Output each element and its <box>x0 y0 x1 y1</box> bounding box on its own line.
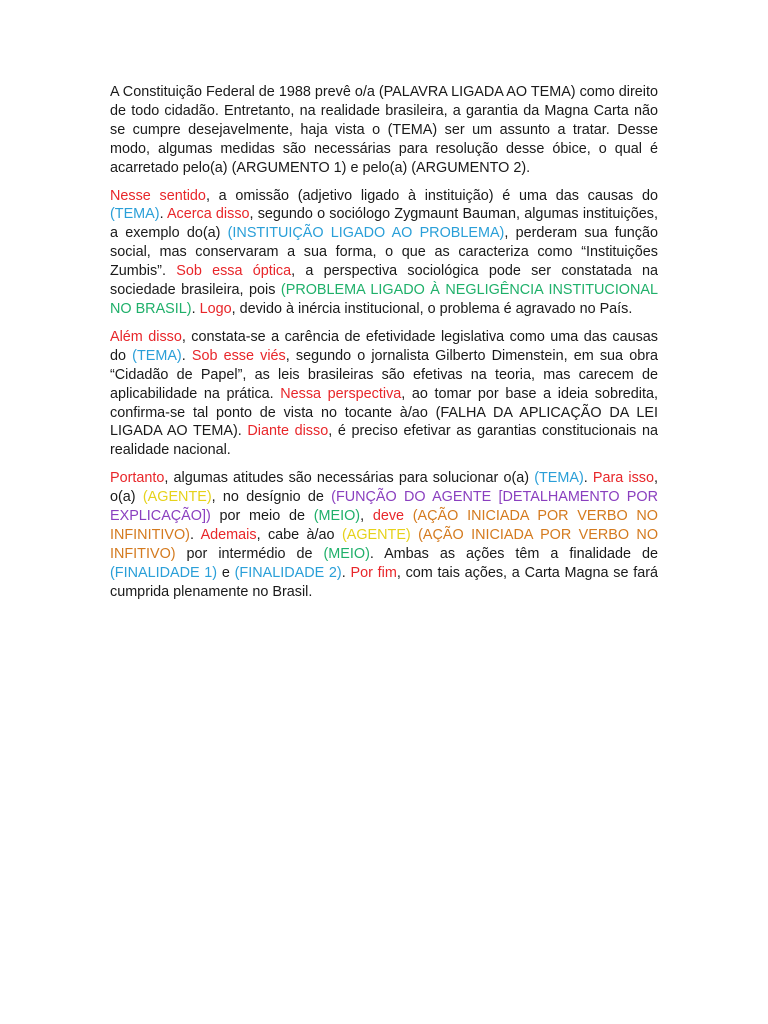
text-segment-black: , perderam sua função social, mas conservaram a sua forma, o que as caracteriza como “Instituições Zumbis”. <box>110 225 662 280</box>
text-segment-black: , ao tomar por base a ideia sobredita, confirma-se tal ponto de vista no tocante à/ao (FALHA DA APLICAÇÃO DA LEI LIGADA AO TEMA). <box>110 385 662 440</box>
text-segment-black: . <box>189 526 201 543</box>
text-segment-black: , segundo o sociólogo Zygmaunt Bauman, algumas instituições, a exemplo do(a) <box>110 206 662 242</box>
text-segment-purple: (FUNÇÃO DO AGENTE [DETALHAMENTO POR EXPLICAÇÃO]) <box>110 489 662 525</box>
text-segment-blue: (INSTITUIÇÃO LIGADO AO PROBLEMA) <box>227 225 505 242</box>
text-segment-black: A Constituição Federal de 1988 prevê o/a (PALAVRA LIGADA AO TEMA) como direito de todo cidadão. Entretanto, na realidade brasileira, a garantia da Magna Carta não se cumpre desejavelmente, haja vista o (TEMA) ser um assunto a tratar. Desse modo, algumas medidas são necessárias para resolução desse óbice, o qual é acarretado pelo(a) (ARGUMENTO 1) e pelo(a) (ARGUMENTO 2). <box>110 84 662 176</box>
text-segment-black: , devido à inércia institucional, o problema é agravado no País. <box>231 300 633 317</box>
text-segment-red: Nessa perspectiva <box>280 385 402 402</box>
text-segment-yellow: (AGENTE) <box>142 489 212 506</box>
essay-paragraph-3 <box>110 328 662 460</box>
text-segment-red: Sob esse viés <box>191 347 286 364</box>
text-segment-orange: (AÇÃO INICIADA POR VERBO NO INFINITIVO) <box>110 508 662 543</box>
text-segment-red: Para isso <box>592 470 654 487</box>
text-segment-red: Ademais <box>200 526 257 543</box>
essay-paragraph-4 <box>110 469 663 601</box>
text-segment-black: , <box>360 508 373 525</box>
text-segment-black: e <box>217 564 235 581</box>
text-segment-black: , o(a) <box>110 470 662 506</box>
text-segment-blue: (TEMA) <box>110 206 160 223</box>
text-segment-red: Diante disso <box>247 423 329 440</box>
text-segment-black: , cabe à/ao <box>256 526 342 543</box>
text-segment-black: por intermédio de <box>175 545 324 562</box>
text-segment-red: Acerca disso <box>166 206 250 223</box>
text-segment-black: , no desígnio de <box>211 489 332 506</box>
text-segment-red: deve <box>372 508 405 525</box>
text-segment-black: , com tais ações, a Carta Magna se fará cumprida plenamente no Brasil. <box>110 564 663 600</box>
document-page <box>110 83 663 611</box>
text-segment-red: Nesse sentido <box>110 187 206 204</box>
text-segment-red: Portanto <box>110 470 165 487</box>
text-segment-black: , algumas atitudes são necessárias para solucionar o(a) <box>164 470 535 487</box>
text-segment-green: (MEIO) <box>313 508 361 525</box>
text-segment-yellow: (AGENTE) <box>341 526 411 543</box>
text-segment-black: , segundo o jornalista Gilberto Dimenstein, em sua obra “Cidadão de Papel”, as leis brasileiras são efetivas na teoria, mas carecem de aplicabilidade na prática. <box>110 347 662 402</box>
text-segment-black <box>404 508 413 524</box>
text-segment-black: . <box>191 300 200 317</box>
text-segment-blue: (TEMA) <box>534 470 584 487</box>
text-segment-red: Por fim <box>350 564 397 581</box>
text-segment-red: Logo <box>199 300 232 317</box>
text-segment-black: . <box>159 206 167 223</box>
text-segment-black: , é preciso efetivar as garantias constitucionais na realidade nacional. <box>110 423 662 459</box>
essay-paragraph-1 <box>110 83 662 178</box>
text-segment-black: , a perspectiva sociológica pode ser constatada na sociedade brasileira, pois <box>110 263 662 299</box>
text-segment-black: . <box>341 564 351 581</box>
text-segment-blue: (FINALIDADE 1) <box>110 564 218 581</box>
text-segment-black: . <box>583 470 593 487</box>
text-segment-black: por meio de <box>210 508 314 525</box>
text-segment-black: , a omissão (adjetivo ligado à instituição) é uma das causas do <box>205 187 662 204</box>
essay-paragraph-2 <box>110 187 663 319</box>
text-segment-black: . <box>181 347 192 364</box>
text-segment-blue: (FINALIDADE 2) <box>234 564 342 581</box>
text-segment-green: (PROBLEMA LIGADO À NEGLIGÊNCIA INSTITUCIONAL NO BRASIL) <box>110 282 663 317</box>
text-segment-red: Sob essa óptica <box>176 263 292 280</box>
text-segment-black: . Ambas as ações têm a finalidade de <box>369 545 662 562</box>
text-segment-green: (MEIO) <box>323 545 370 562</box>
text-segment-orange: (AÇÃO INICIADA POR VERBO NO INFITIVO) <box>110 526 663 562</box>
text-segment-red: Além disso <box>110 328 182 345</box>
text-segment-blue: (TEMA) <box>132 347 182 364</box>
text-segment-black: , constata-se a carência de efetividade legislativa como uma das causas do <box>110 328 662 364</box>
